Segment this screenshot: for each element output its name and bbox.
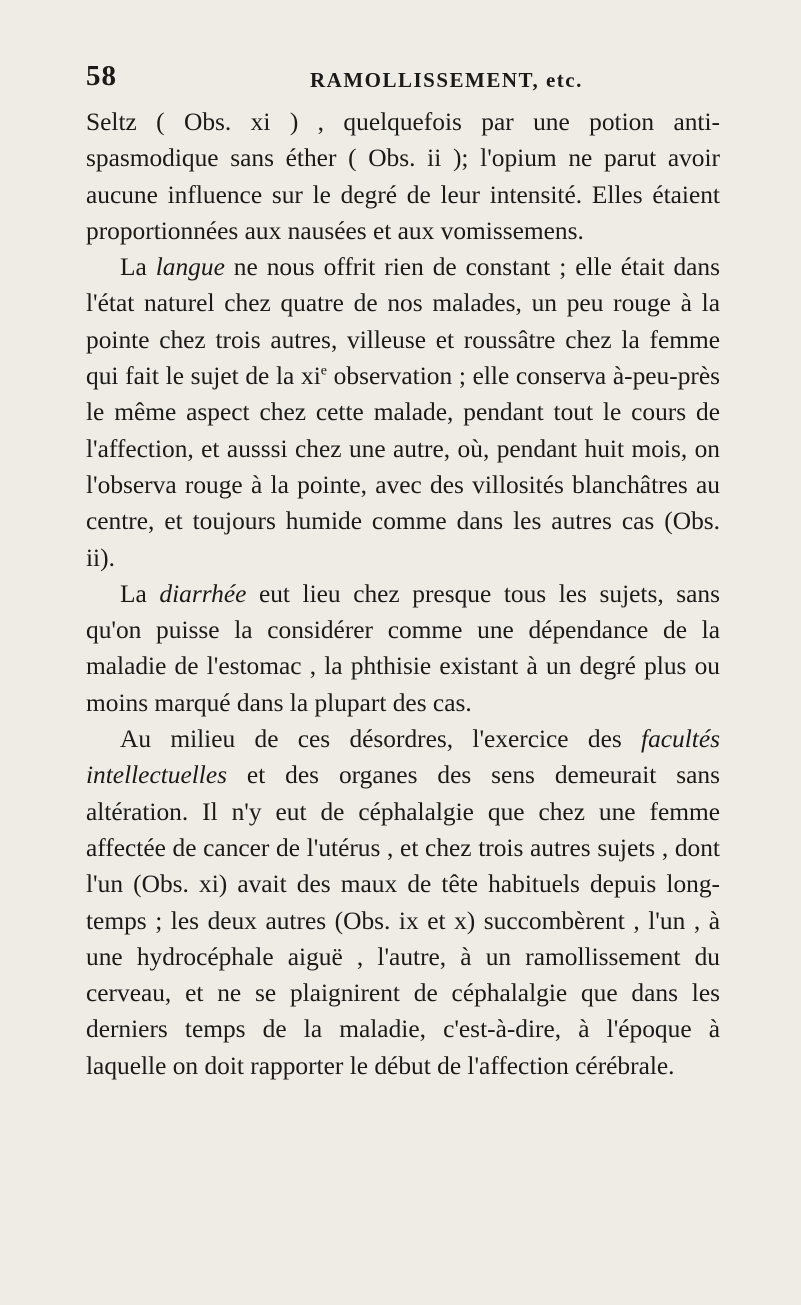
italic-term-facultes: facultés intellectuelles [86, 725, 720, 790]
paragraph-2-text-3: observation ; elle conserva à-peu-près le même aspect chez cette malade, pendant tout le cours de l'affection, et ausssi chez une autre, où, pendant huit mois, on l'observa rouge à la pointe, avec des villosités blanchâtres au centre, et toujours humide comme dans les autres cas (Obs. ii). [86, 362, 720, 572]
paragraph-3-text-1: La [120, 579, 160, 608]
paragraph-1 [86, 104, 720, 249]
italic-term-langue: langue [155, 253, 225, 282]
paragraph-2-text-2: ne nous offrit rien de constant ; elle était dans l'état naturel chez quatre de nos malades, un peu rouge à la pointe chez trois autres, villeuse et roussâtre chez la femme qui fait le sujet de la xi [86, 253, 720, 391]
paragraph-3 [86, 576, 720, 721]
page-header [86, 60, 726, 100]
ordinal-superscript: e [320, 363, 327, 379]
italic-term-diarrhee: diarrhée [159, 579, 247, 608]
paragraph-2-text-1: La [120, 253, 156, 282]
paragraph-2 [86, 249, 720, 576]
running-title: RAMOLLISSEMENT, etc. [310, 68, 583, 92]
paragraph-4-text-2: et des organes des sens demeurait sans altération. Il n'y eut de céphalalgie que chez une femme affectée de cancer de l'utérus , et chez trois autres sujets , dont l'un (Obs. xi) avait des maux de tête habituels depuis long-temps ; les deux autres (Obs. ix et x) succombèrent , l'un , à une hydrocéphale aiguë , l'autre, à un ramollissement du cerveau, et ne se plaignirent de céphalalgie que dans les derniers temps de la maladie, c'est-à-dire, à l'époque à laquelle on doit rapporter le début de l'affection cérébrale. [86, 761, 720, 1080]
paragraph-3-text-2: eut lieu chez presque tous les sujets, sans qu'on puisse la considérer comme une dépendance de la maladie de l'estomac , la phthisie existant à un degré plus ou moins marqué dans la plupart des cas. [86, 579, 721, 717]
page-number: 58 [86, 60, 117, 92]
body-text [86, 104, 720, 1084]
paragraph-1-text: Seltz ( Obs. xi ) , quelquefois par une potion anti-spasmodique sans éther ( Obs. ii ); l'opium ne parut avoir aucune influence sur le degré de leur intensité. Elles étaient proportionnées aux nausées et aux vomissemens. [86, 108, 720, 245]
paragraph-4-text-1: Au milieu de ces désordres, l'exercice des [120, 725, 642, 754]
paragraph-4 [86, 721, 720, 1084]
